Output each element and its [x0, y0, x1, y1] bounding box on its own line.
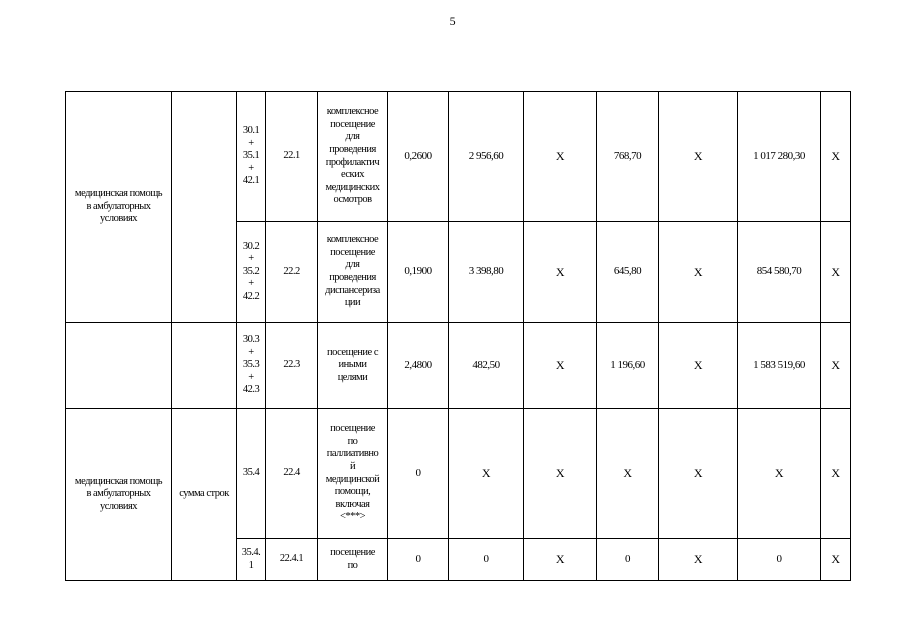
line-number-cell: 35.4 [237, 409, 266, 539]
financing-table [65, 91, 851, 581]
value-cell: 768,70 [597, 92, 659, 222]
page-number: 5 [449, 14, 456, 28]
section-label-cell: медицинская помощь в амбулаторных условиях [66, 92, 172, 323]
description-cell: комплексное посещение для проведения профилактич еских медицинских осмотров [318, 92, 388, 222]
row-number-cell: 22.4.1 [266, 539, 318, 581]
description-cell: посещение по паллиативно й медицинской помощи, включая <***> [318, 409, 388, 539]
value-cell: X [524, 409, 597, 539]
norm-cell: 0 [388, 409, 449, 539]
table-row [66, 92, 851, 222]
norm-cell: 2,4800 [388, 323, 449, 409]
value-cell: X [597, 409, 659, 539]
value-cell: 645,80 [597, 222, 659, 323]
row-number-cell: 22.3 [266, 323, 318, 409]
line-number-cell: 35.4. 1 [237, 539, 266, 581]
value-cell: X [659, 92, 738, 222]
line-number-cell: 30.3 + 35.3 + 42.3 [237, 323, 266, 409]
cost-cell: 482,50 [449, 323, 524, 409]
value-cell: 854 580,70 [738, 222, 821, 323]
cost-cell: 0 [449, 539, 524, 581]
row-number-cell: 22.2 [266, 222, 318, 323]
line-number-cell: 30.2 + 35.2 + 42.2 [237, 222, 266, 323]
value-cell: X [821, 92, 851, 222]
description-cell: посещение по [318, 539, 388, 581]
cost-cell: X [449, 409, 524, 539]
norm-cell: 0 [388, 539, 449, 581]
section-label-cell: медицинская помощь в амбулаторных условиях [66, 409, 172, 581]
value-cell: X [524, 323, 597, 409]
value-cell: X [821, 409, 851, 539]
value-cell: 1 017 280,30 [738, 92, 821, 222]
value-cell: 1 583 519,60 [738, 323, 821, 409]
value-cell: X [821, 323, 851, 409]
row-group-cell: сумма строк [172, 409, 237, 581]
norm-cell: 0,1900 [388, 222, 449, 323]
table-row [66, 323, 851, 409]
value-cell: X [821, 222, 851, 323]
description-cell: комплексное посещение для проведения диспансериза ции [318, 222, 388, 323]
line-number-cell: 30.1 + 35.1 + 42.1 [237, 92, 266, 222]
value-cell: X [659, 539, 738, 581]
section-label-cell [66, 323, 172, 409]
value-cell: X [659, 222, 738, 323]
value-cell: X [524, 222, 597, 323]
description-cell: посещение с иными целями [318, 323, 388, 409]
cost-cell: 3 398,80 [449, 222, 524, 323]
row-number-cell: 22.1 [266, 92, 318, 222]
value-cell: 0 [738, 539, 821, 581]
value-cell: X [821, 539, 851, 581]
norm-cell: 0,2600 [388, 92, 449, 222]
cost-cell: 2 956,60 [449, 92, 524, 222]
value-cell: X [659, 409, 738, 539]
value-cell: 1 196,60 [597, 323, 659, 409]
row-group-cell [172, 92, 237, 323]
row-number-cell: 22.4 [266, 409, 318, 539]
value-cell: X [659, 323, 738, 409]
table-row [66, 409, 851, 539]
value-cell: 0 [597, 539, 659, 581]
row-group-cell [172, 323, 237, 409]
value-cell: X [524, 92, 597, 222]
value-cell: X [524, 539, 597, 581]
value-cell: X [738, 409, 821, 539]
